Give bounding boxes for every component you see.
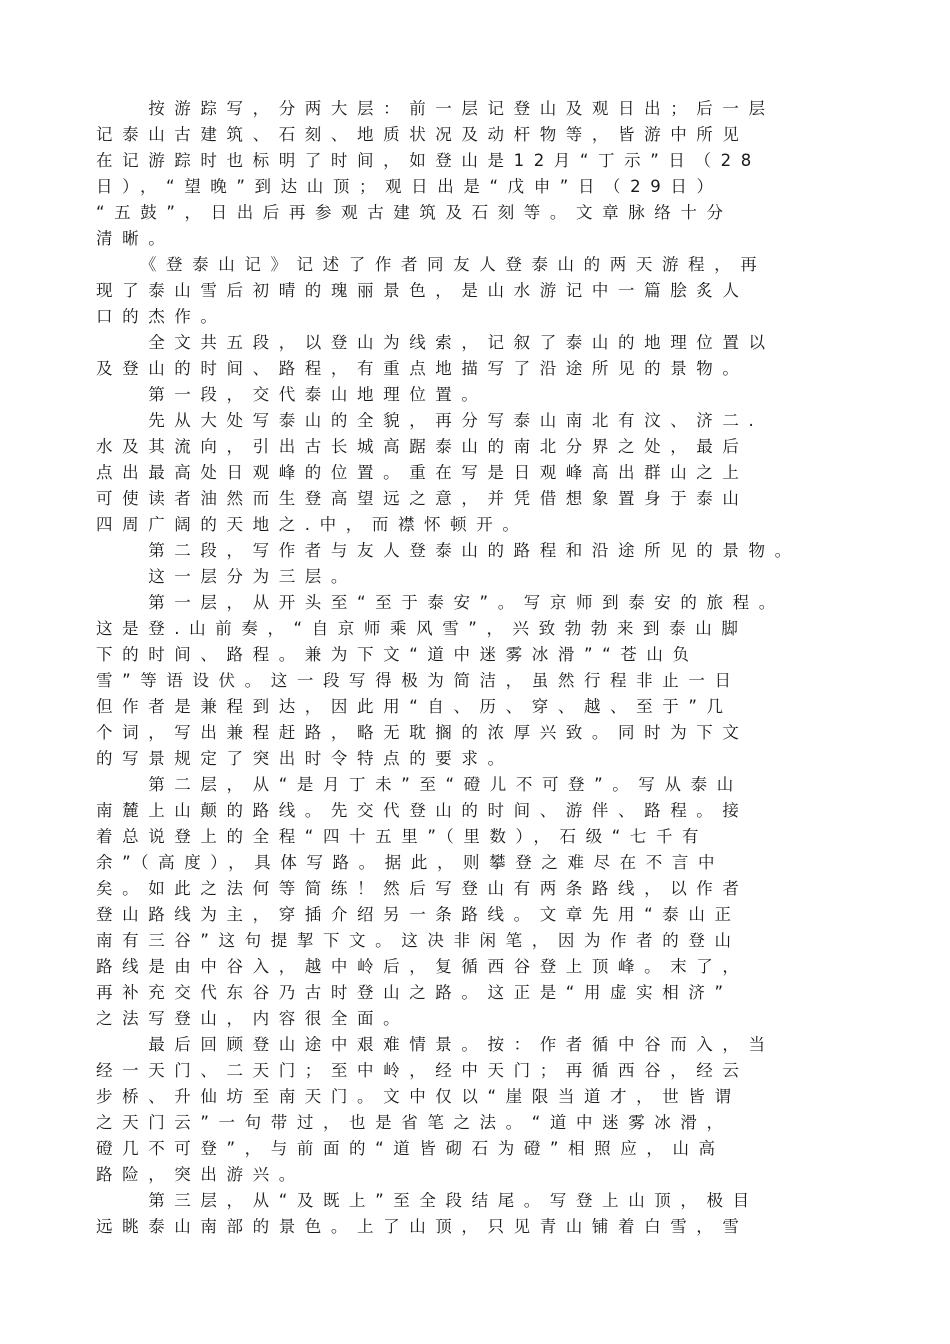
- text-line: 日），“望晚”到达山顶；观日出是“戊申”日（29日）: [96, 177, 723, 196]
- text-line: 第一层，从开头至“至于泰安”。写京师到泰安的旅程。: [96, 593, 785, 612]
- text-line: 第二段，写作者与友人登泰山的路程和沿途所见的景物。: [96, 541, 801, 560]
- text-line: 记泰山古建筑、石刻、地质状况及动杆物等，皆游中所见: [96, 125, 749, 144]
- text-line: 南麓上山颠的路线。先交代登山的时间、游伴、路程。接: [96, 801, 749, 820]
- text-line: 在记游踪时也标明了时间，如登山是12月“丁示”日（28: [96, 151, 761, 170]
- text-line: 个词，写出兼程赶路，略无耽搁的浓厚兴致。同时为下文: [96, 723, 749, 742]
- text-line: 之天门云”一句带过，也是省笔之法。“道中迷雾冰滑，: [96, 1113, 733, 1132]
- text-line: 下的时间、路程。兼为下文“道中迷雾冰滑”“苍山负: [96, 645, 699, 664]
- text-line: 清晰。: [96, 229, 175, 248]
- text-line: 第三层，从“及既上”至全段结尾。写登上山顶，极目: [96, 1191, 759, 1210]
- text-line: 的写景规定了突出时令特点的要求。: [96, 749, 514, 768]
- text-line: 按游踪写，分两大层：前一层记登山及观日出；后一层: [96, 99, 775, 118]
- text-line: 之法写登山，内容很全面。: [96, 1009, 410, 1028]
- text-line: 第一段，交代泰山地理位置。: [96, 385, 488, 404]
- text-line: 但作者是兼程到达，因此用“自、历、穿、越、至于”几: [96, 697, 733, 716]
- text-line: 口的杰作。: [96, 307, 227, 326]
- text-line: 步桥、升仙坊至南天门。文中仅以“崖限当道才，世皆谓: [96, 1087, 741, 1106]
- text-line: 磴几不可登”，与前面的“道皆砌石为磴”相照应，山高: [96, 1139, 725, 1158]
- text-line: “五鼓”，日出后再参观古建筑及石刻等。文章脉络十分: [96, 203, 733, 222]
- text-line: 登山路线为主，穿插介绍另一条路线。文章先用“泰山正: [96, 905, 741, 924]
- text-line: 着总说登上的全程“四十五里”（里数），石级“七千有: [96, 827, 709, 846]
- text-line: 再补充交代东谷乃古时登山之路。这正是“用虚实相济”: [96, 983, 733, 1002]
- text-line: 及登山的时间、路程，有重点地描写了沿途所见的景物。: [96, 359, 749, 378]
- text-line: 可使读者油然而生登高望远之意，并凭借想象置身于泰山: [96, 489, 749, 508]
- text-line: 现了泰山雪后初晴的瑰丽景色，是山水游记中一篇脍炙人: [96, 281, 749, 300]
- text-line: 矣。如此之法何等简练！然后写登山有两条路线，以作者: [96, 879, 749, 898]
- text-line: 远眺泰山南部的景色。上了山顶，只见青山铺着白雪，雪: [96, 1217, 749, 1236]
- text-line: 第二层，从“是月丁未”至“磴儿不可登”。写从泰山: [96, 775, 743, 794]
- text-line: 全文共五段，以登山为线索，记叙了泰山的地理位置以: [96, 333, 775, 352]
- text-line: 经一天门、二天门；至中岭，经中天门；再循西谷，经云: [96, 1061, 749, 1080]
- text-line: 先从大处写泰山的全貌，再分写泰山南北有汶、济二.: [96, 411, 764, 430]
- text-line: 四周广阔的天地之.中，而襟怀顿开。: [96, 515, 529, 534]
- text-line: 路险，突出游兴。: [96, 1165, 305, 1184]
- text-line: 最后回顾登山途中艰难情景。按：作者循中谷而入，当: [96, 1035, 775, 1054]
- text-line: 路线是由中谷入，越中岭后，复循西谷登上顶峰。末了，: [96, 957, 749, 976]
- text-line: 点出最高处日观峰的位置。重在写是日观峰高出群山之上: [96, 463, 749, 482]
- text-line: 这一层分为三层。: [96, 567, 357, 586]
- text-line: 这是登.山前奏，“自京师乘风雪”，兴致勃勃来到泰山脚: [96, 619, 748, 638]
- text-line: 水及其流向，引出古长城高踞泰山的南北分界之处，最后: [96, 437, 749, 456]
- document-body: [96, 96, 844, 1240]
- text-line: 雪”等语设伏。这一段写得极为简洁，虽然行程非止一日: [96, 671, 741, 690]
- text-line: 余”（高度），具体写路。据此，则攀登之难尽在不言中: [96, 853, 725, 872]
- text-line: 南有三谷”这句提挈下文。这决非闲笔，因为作者的登山: [96, 931, 741, 950]
- text-line: 《登泰山记》记述了作者同友人登泰山的两天游程，再: [96, 255, 767, 274]
